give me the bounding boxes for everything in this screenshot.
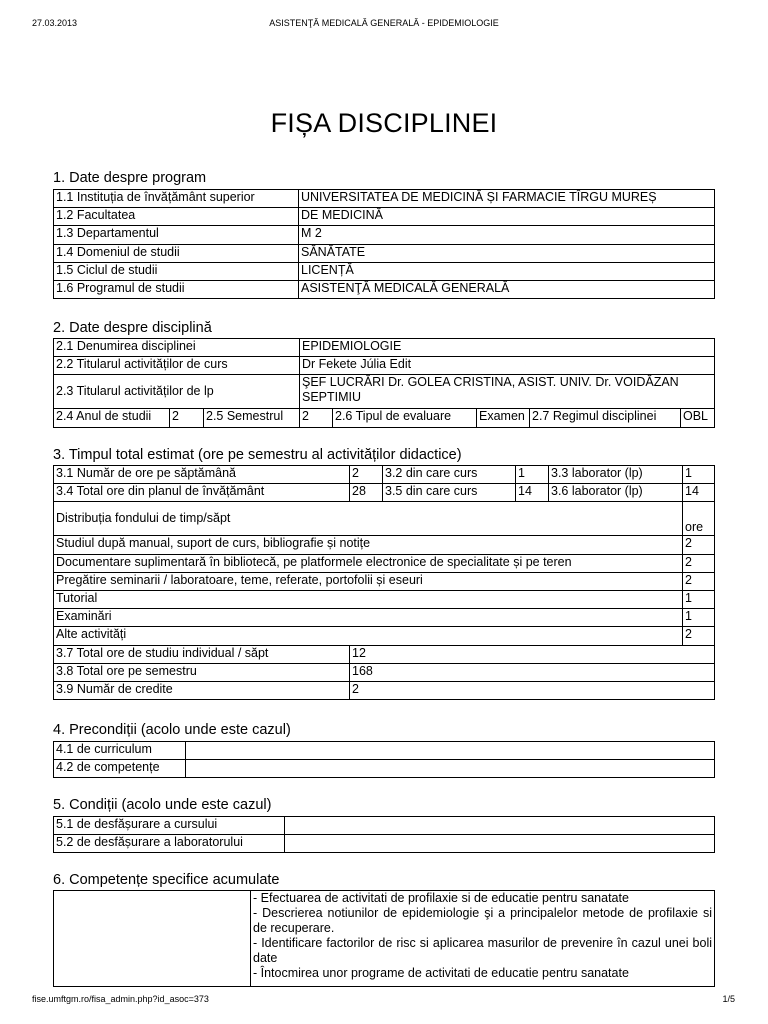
list-item: - Efectuarea de activitati de profilaxie si de educatie pentru sanatate (253, 891, 629, 905)
print-date: 27.03.2013 (32, 18, 78, 28)
regime-label: 2.7 Regimul disciplinei (530, 409, 681, 427)
page-number: 1/5 (722, 994, 735, 1004)
total-value: 2 (350, 681, 715, 699)
activity-value: 2 (683, 572, 715, 590)
table-row (54, 891, 715, 987)
row-value: 2 (350, 466, 383, 484)
table-row (54, 554, 715, 572)
evaluation-label: 2.6 Tipul de evaluare (333, 409, 477, 427)
activity-value: 1 (683, 590, 715, 608)
table-row (54, 609, 715, 627)
row-value: 1 (683, 466, 715, 484)
row-value (186, 760, 715, 778)
row-value: DE MEDICINĂ (299, 208, 715, 226)
semester-value: 2 (300, 409, 333, 427)
row-value: ASISTENŢĂ MEDICALĂ GENERALĂ (299, 280, 715, 298)
activity-label: Documentare suplimentară în bibliotecă, pe platformele electronice de specialitate și pe teren (54, 554, 683, 572)
activity-label: Alte activități (54, 627, 683, 645)
table-row (54, 466, 715, 484)
table-row (54, 262, 715, 280)
row-value: SĂNĂTATE (299, 244, 715, 262)
table-row (54, 760, 715, 778)
table-row (54, 190, 715, 208)
list-item: - Identificare factorilor de risc si aplicarea masurilor de prevenire în cazul unei boli date (253, 936, 712, 965)
table-row (54, 536, 715, 554)
year-value: 2 (170, 409, 204, 427)
table-row (54, 280, 715, 298)
section-2-heading: 2. Date despre disciplină (53, 320, 212, 336)
table-row (54, 357, 715, 375)
program-table (53, 189, 715, 299)
time-table (53, 465, 715, 700)
activity-label: Tutorial (54, 590, 683, 608)
list-item: - Descrierea notiunilor de epidemiologie şi a principalelor metode de profilaxie si de recuperare. (253, 906, 712, 935)
row-label: 5.2 de desfășurare a laboratorului (54, 835, 285, 853)
row-label: 3.2 din care curs (383, 466, 516, 484)
row-label: 3.4 Total ore din planul de învățământ (54, 484, 350, 502)
row-value: 14 (516, 484, 549, 502)
distribution-label: Distribuția fondului de timp/săpt (54, 502, 683, 536)
row-label: 1.1 Instituția de învățământ superior (54, 190, 299, 208)
row-label: 5.1 de desfășurare a cursului (54, 817, 285, 835)
row-label: 1.5 Ciclul de studii (54, 262, 299, 280)
regime-value: OBL (681, 409, 715, 427)
table-row (54, 484, 715, 502)
row-label: 4.2 de competențe (54, 760, 186, 778)
section-4-heading: 4. Precondiții (acolo unde este cazul) (53, 722, 291, 738)
activity-label: Pregătire seminarii / laboratoare, teme, referate, portofolii și eseuri (54, 572, 683, 590)
row-label: 1.3 Departamentul (54, 226, 299, 244)
table-row (54, 572, 715, 590)
row-value: 28 (350, 484, 383, 502)
distribution-unit: ore (683, 502, 715, 536)
row-value (186, 742, 715, 760)
table-row (54, 208, 715, 226)
table-row (54, 817, 715, 835)
row-label: 2.2 Titularul activităților de curs (54, 357, 300, 375)
document-title: FIȘA DISCIPLINEI (270, 108, 498, 138)
row-value (285, 817, 715, 835)
total-label: 3.8 Total ore pe semestru (54, 663, 350, 681)
row-value (285, 835, 715, 853)
total-label: 3.9 Număr de credite (54, 681, 350, 699)
row-value: UNIVERSITATEA DE MEDICINĂ ȘI FARMACIE TÎRGU MUREȘ (299, 190, 715, 208)
conditions-table (53, 816, 715, 853)
table-row (54, 409, 715, 427)
row-value: ŞEF LUCRĂRI Dr. GOLEA CRISTINA, ASIST. UNIV. Dr. VOIDĂZAN SEPTIMIU (300, 375, 715, 409)
row-value: EPIDEMIOLOGIE (300, 339, 715, 357)
row-label: 3.3 laborator (lp) (549, 466, 683, 484)
print-header-title: ASISTENŢĂ MEDICALĂ GENERALĂ - EPIDEMIOLOGIE (269, 18, 499, 28)
table-row (54, 339, 715, 357)
activity-label: Examinări (54, 609, 683, 627)
row-label: 4.1 de curriculum (54, 742, 186, 760)
row-value: LICENȚĂ (299, 262, 715, 280)
table-row (54, 742, 715, 760)
total-value: 12 (350, 645, 715, 663)
competences-category (54, 891, 251, 987)
row-value: 1 (516, 466, 549, 484)
discipline-table (53, 338, 715, 428)
row-label: 1.6 Programul de studii (54, 280, 299, 298)
activity-value: 2 (683, 554, 715, 572)
semester-label: 2.5 Semestrul (204, 409, 300, 427)
table-row (54, 375, 715, 409)
row-value: Dr Fekete Júlia Edit (300, 357, 715, 375)
row-label: 3.5 din care curs (383, 484, 516, 502)
table-row (54, 226, 715, 244)
row-value: 14 (683, 484, 715, 502)
table-row (54, 627, 715, 645)
year-label: 2.4 Anul de studii (54, 409, 170, 427)
total-value: 168 (350, 663, 715, 681)
section-1-heading: 1. Date despre program (53, 170, 207, 186)
competences-list (251, 891, 715, 987)
row-label: 3.1 Număr de ore pe săptămână (54, 466, 350, 484)
activity-label: Studiul după manual, suport de curs, bibliografie și notițe (54, 536, 683, 554)
activity-value: 1 (683, 609, 715, 627)
row-value: M 2 (299, 226, 715, 244)
table-row (54, 835, 715, 853)
row-label: 3.6 laborator (lp) (549, 484, 683, 502)
table-row (54, 645, 715, 663)
competences-table (53, 890, 715, 987)
total-label: 3.7 Total ore de studiu individual / săpt (54, 645, 350, 663)
row-label: 1.2 Facultatea (54, 208, 299, 226)
table-row (54, 663, 715, 681)
table-row (54, 681, 715, 699)
list-item: - Întocmirea unor programe de activitati de educatie pentru sanatate (253, 966, 629, 980)
activity-value: 2 (683, 627, 715, 645)
row-label: 1.4 Domeniul de studii (54, 244, 299, 262)
print-footer-url: fise.umftgm.ro/fisa_admin.php?id_asoc=373 (32, 994, 209, 1004)
preconditions-table (53, 741, 715, 778)
row-label: 2.1 Denumirea disciplinei (54, 339, 300, 357)
activity-value: 2 (683, 536, 715, 554)
section-6-heading: 6. Competențe specifice acumulate (53, 872, 280, 888)
evaluation-value: Examen (477, 409, 530, 427)
table-row (54, 590, 715, 608)
table-row (54, 244, 715, 262)
table-row (54, 502, 715, 536)
section-3-heading: 3. Timpul total estimat (ore pe semestru al activităților didactice) (53, 447, 462, 463)
section-5-heading: 5. Condiții (acolo unde este cazul) (53, 797, 272, 813)
row-label: 2.3 Titularul activităților de lp (54, 375, 300, 409)
